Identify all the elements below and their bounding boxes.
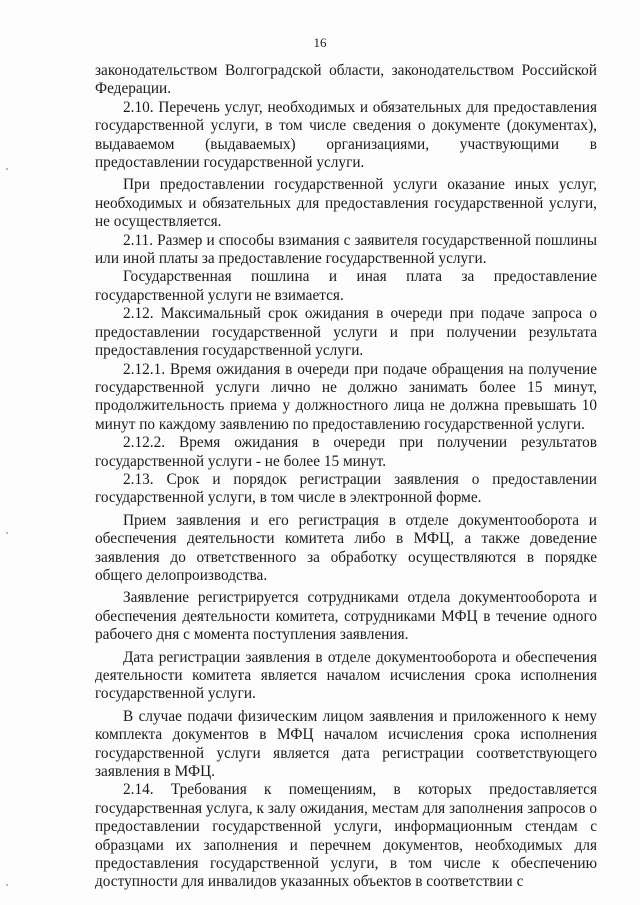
paragraph: 2.11. Размер и способы взимания с заявителя государственной пошлины или иной платы за предоставление государственной услуги. — [95, 231, 597, 268]
paragraph: 2.12.1. Время ожидания в очереди при подаче обращения на получение государственной услуги лично не должно занимать более 15 минут, продолжительность приема у должностного лица не должна превышать 10 минут по каждому заявлению по предоставлению государственной услуги. — [95, 360, 597, 433]
paragraph: 2.12. Максимальный срок ожидания в очереди при подаче запроса о предоставлении государственной услуги и при получении результата предоставления государственной услуги. — [95, 305, 597, 360]
paragraph: 2.13. Срок и порядок регистрации заявления о предоставлении государственной услуги, в том числе в электронной форме. — [95, 470, 597, 507]
paragraph: 2.14. Требования к помещениям, в которых предоставляется государственная услуга, к залу ожидания, местам для заполнения запросов о предоставлении государственной услуги, информационным стендам с образцами их заполнения и перечнем документов, необходимых для предоставления государственной услуги, в том числе к обеспечению доступности для инвалидов указанных объектов в соответствии с — [95, 781, 597, 891]
paragraph: Дата регистрации заявления в отделе документооборота и обеспечения деятельности комитета является началом исчисления срока исполнения государственной услуги. — [95, 648, 597, 703]
paragraph: 2.12.2. Время ожидания в очереди при получении результатов государственной услуги - не более 15 минут. — [95, 434, 597, 470]
paragraph: законодательством Волгоградской области, законодательством Российской Федерации. — [95, 62, 597, 98]
scan-mark — [6, 884, 8, 886]
paragraph: В случае подачи физическим лицом заявления и приложенного к нему комплекта документов в МФЦ началом исчисления срока исполнения государственной услуги является дата регистрации соответствующего заявления в МФЦ. — [95, 707, 597, 781]
paragraph: 2.10. Перечень услуг, необходимых и обязательных для предоставления государственной услуги, в том числе сведения о документе (документах), выдаваемом (выдаваемых) организациями, участвующими в предоставлении государственной услуги. — [95, 98, 597, 172]
paragraph: Государственная пошлина и иная плата за предоставление государственной услуги не взимается. — [95, 268, 597, 304]
paragraph: Заявление регистрируется сотрудниками отдела документооборота и обеспечения деятельности комитета, сотрудниками МФЦ в течение одного рабочего дня с момента поступления заявления. — [95, 589, 597, 644]
paragraph: Прием заявления и его регистрация в отделе документооборота и обеспечения деятельности комитета либо в МФЦ, а также доведение заявления до ответственного за обработку осуществляются в порядке общего делопроизводства. — [95, 511, 597, 584]
scan-mark — [6, 532, 8, 534]
document-body — [95, 62, 597, 892]
paragraph: При предоставлении государственной услуги оказание иных услуг, необходимых и обязательных для предоставления государственной услуги, не осуществляется. — [95, 176, 597, 231]
scan-mark — [6, 168, 8, 170]
page-number: 16 — [313, 35, 327, 50]
